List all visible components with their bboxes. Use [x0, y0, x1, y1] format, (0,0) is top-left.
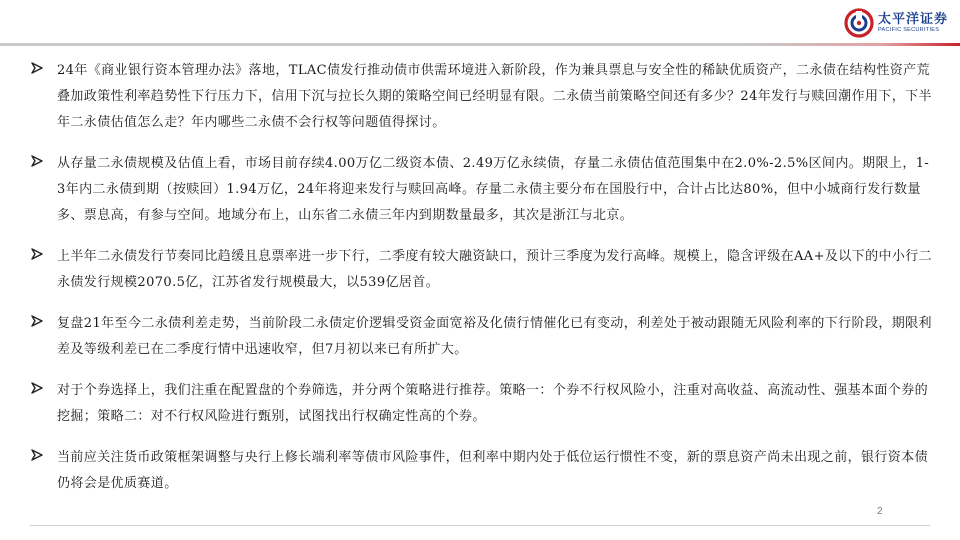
list-item — [30, 244, 935, 296]
arrow-bullet-icon — [30, 314, 44, 328]
header-divider — [0, 43, 960, 46]
list-item — [30, 58, 935, 136]
list-item — [30, 378, 935, 430]
footer-divider — [30, 525, 930, 526]
pacific-securities-logo-icon — [844, 8, 874, 38]
logo — [844, 8, 948, 38]
page-number: 2 — [877, 506, 883, 517]
arrow-bullet-icon — [30, 154, 44, 168]
arrow-bullet-icon — [30, 61, 44, 75]
arrow-bullet-icon — [30, 247, 44, 261]
bullet-text: 复盘21年至今二永债利差走势，当前阶段二永债定价逻辑受资金面宽裕及化债行情催化已有变动，利差处于被动跟随无风险利率的下行阶段，期限利差及等级利差已在二季度行情中迅速收窄，但7月初以来已有所扩大。 — [57, 316, 932, 357]
bullet-text: 对于个券选择上，我们注重在配置盘的个券筛选，并分两个策略进行推荐。策略一：个券不行权风险小，注重对高收益、高流动性、强基本面个券的挖掘；策略二：对不行权风险进行甄别，试图找出行权确定性高的个券。 — [57, 383, 929, 424]
bullet-text: 当前应关注货币政策框架调整与央行上修长端利率等债市风险事件，但利率中期内处于低位运行惯性不变，新的票息资产尚未出现之前，银行资本债仍将会是优质赛道。 — [57, 450, 929, 491]
bullet-text: 从存量二永债规模及估值上看，市场目前存续4.00万亿二级资本债、2.49万亿永续债，存量二永债估值范围集中在2.0%-2.5%区间内。期限上，1-3年内二永债到期（按赎回）1.94万亿，24年将迎来发行与赎回高峰。存量二永债主要分布在国股行中，合计占比达80%，但中小城商行发行数量多、票息高，有参与空间。地域分布上，山东省二永债三年内到期数量最多，其次是浙江与北京。 — [57, 156, 930, 223]
logo-chinese-name: 太平洋证券 — [877, 11, 948, 27]
logo-english-name: PACIFIC SECURITIES — [877, 26, 940, 33]
list-item — [30, 445, 935, 497]
bullet-text: 上半年二永债发行节奏同比趋缓且息票率进一步下行，二季度有较大融资缺口，预计三季度为发行高峰。规模上，隐含评级在AA+及以下的中小行二永债发行规模2070.5亿，江苏省发行规模最大，以539亿居首。 — [57, 249, 933, 290]
bullet-list — [30, 58, 935, 512]
arrow-bullet-icon — [30, 448, 44, 462]
arrow-bullet-icon — [30, 381, 44, 395]
list-item — [30, 311, 935, 363]
list-item — [30, 151, 935, 229]
bullet-text: 24年《商业银行资本管理办法》落地，TLAC债发行推动债市供需环境进入新阶段，作为兼具票息与安全性的稀缺优质资产，二永债在结构性资产荒叠加政策性利率趋势性下行压力下，信用下沉与拉长久期的策略空间已经明显有限。二永债当前策略空间还有多少？24年发行与赎回潮作用下，下半年二永债估值怎么走？年内哪些二永债不会行权等问题值得探讨。 — [57, 63, 932, 130]
